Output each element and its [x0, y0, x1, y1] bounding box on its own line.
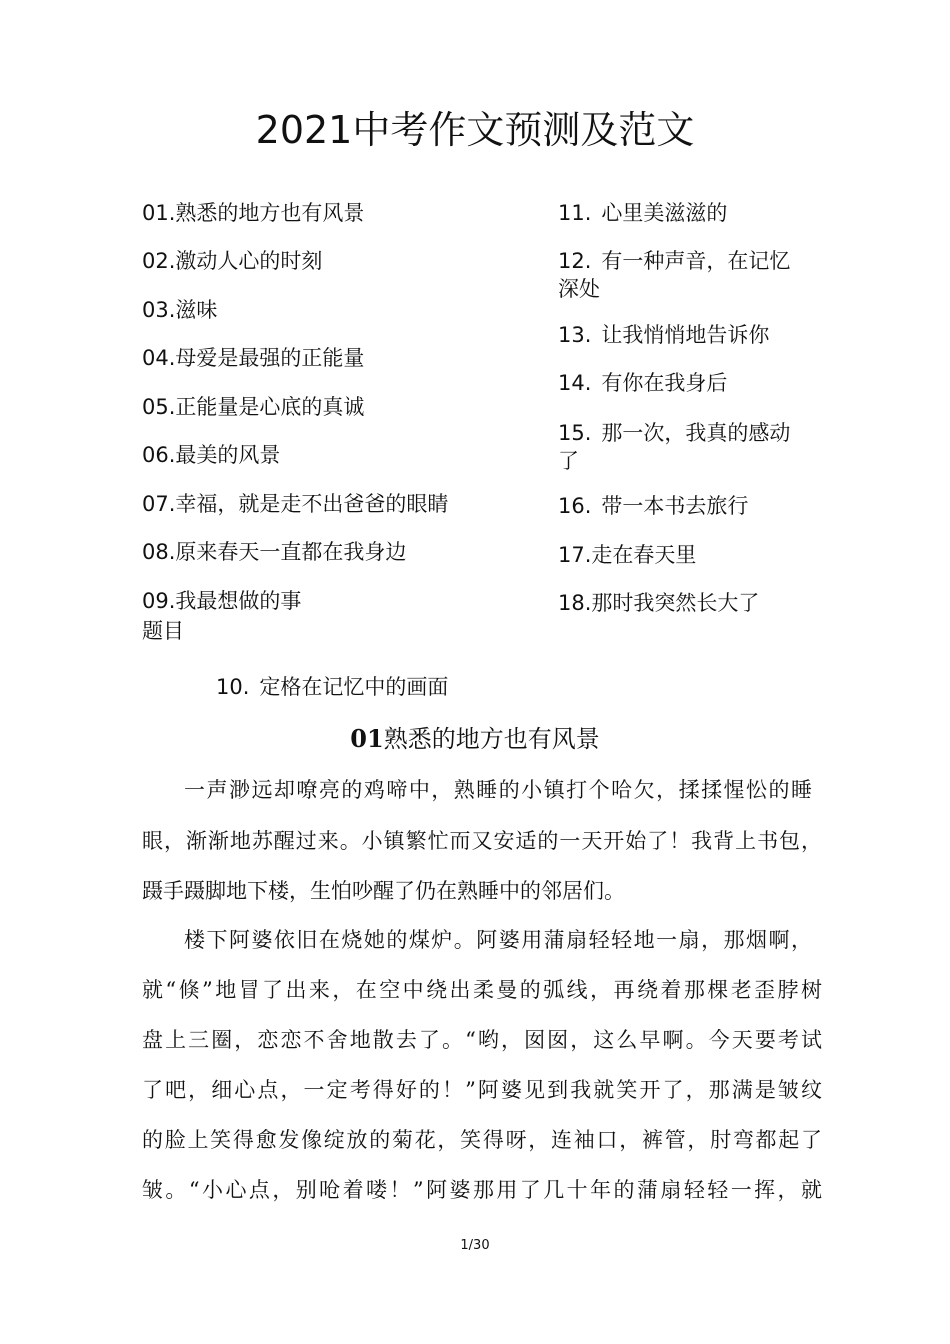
toc-item-12-continued: 深处: [558, 277, 600, 301]
toc-item-16: [558, 493, 748, 519]
toc-item-01: [142, 200, 364, 226]
toc-text: 熟悉的地方也有风景: [175, 201, 365, 225]
toc-item-18: [558, 590, 759, 616]
body-line: 一声渺远却嘹亮的鸡啼中，熟睡的小镇打个哈欠，揉揉惺忪的睡: [184, 778, 812, 802]
toc-text: 带一本书去旅行: [601, 494, 749, 518]
toc-number: 07.: [142, 492, 176, 516]
toc-item-14: [558, 370, 727, 396]
body-line: 楼下阿婆依旧在烧她的煤炉。阿婆用蒲扇轻轻地一扇，那烟啊，: [184, 928, 812, 952]
toc-text: 那时我突然长大了: [591, 591, 760, 615]
toc-number: 01.: [142, 201, 176, 225]
toc-text: 定格在记忆中的画面: [259, 675, 449, 699]
toc-number: 03.: [142, 298, 176, 322]
toc-number: 15.: [558, 421, 592, 445]
toc-item-15: [558, 420, 790, 446]
toc-text: 我最想做的事: [175, 589, 302, 613]
toc-item-05: [142, 394, 364, 420]
toc-text: 最美的风景: [175, 443, 281, 467]
toc-item-02: [142, 248, 322, 274]
toc-text: 那一次，我真的感动: [601, 421, 791, 445]
toc-number: 18.: [558, 591, 592, 615]
body-line: 了吧，细心点，一定考得好的！”阿婆见到我就笑开了，那满是皱纹: [142, 1078, 822, 1102]
toc-item-07: [142, 491, 448, 517]
toc-text: 母爱是最强的正能量: [175, 346, 365, 370]
toc-number: 16.: [558, 494, 592, 518]
toc-item-12: [558, 248, 790, 274]
toc-text: 走在春天里: [591, 543, 697, 567]
toc-item-10: [216, 674, 448, 700]
toc-number: 17.: [558, 543, 592, 567]
toc-number: 10.: [216, 675, 250, 699]
toc-item-09: [142, 588, 301, 614]
toc-item-17: [558, 542, 696, 568]
toc-text: 激动人心的时刻: [175, 249, 323, 273]
page-number: 1/30: [460, 1238, 490, 1253]
toc-text: 有你在我身后: [601, 371, 728, 395]
toc-text: 滋味: [175, 298, 218, 322]
toc-item-08: [142, 539, 406, 565]
body-line: 的脸上笑得愈发像绽放的菊花，笑得呀，连袖口，裤管，肘弯都起了: [142, 1128, 822, 1152]
body-line: 眼，渐渐地苏醒过来。小镇繁忙而又安适的一天开始了！我背上书包，: [142, 829, 822, 853]
toc-item-15-continued: 了: [558, 449, 579, 473]
toc-text: 正能量是心底的真诚: [175, 395, 365, 419]
toc-number: 14.: [558, 371, 592, 395]
toc-item-03: [142, 297, 217, 323]
toc-number: 13.: [558, 323, 592, 347]
toc-text: 有一种声音，在记忆: [601, 249, 791, 273]
toc-number: 11.: [558, 201, 592, 225]
body-line: 蹑手蹑脚地下楼，生怕吵醒了仍在熟睡中的邻居们。: [142, 879, 625, 903]
toc-item-13: [558, 322, 769, 348]
toc-number: 06.: [142, 443, 176, 467]
body-line: 皱。“小心点，别呛着喽！”阿婆那用了几十年的蒲扇轻轻一挥，就: [142, 1178, 822, 1202]
body-line: 就“倏”地冒了出来，在空中绕出柔曼的弧线，再绕着那棵老歪脖树: [142, 978, 822, 1002]
toc-orphan-label: 题目: [142, 619, 184, 643]
toc-number: 12.: [558, 249, 592, 273]
toc-item-11: [558, 200, 727, 226]
toc-number: 02.: [142, 249, 176, 273]
section-heading: [0, 722, 950, 756]
toc-text: 心里美滋滋的: [601, 201, 728, 225]
toc-item-04: [142, 345, 364, 371]
section-number: 01: [350, 724, 384, 753]
toc-text: 原来春天一直都在我身边: [175, 540, 407, 564]
page-title: 2021中考作文预测及范文: [255, 108, 695, 152]
toc-number: 08.: [142, 540, 176, 564]
toc-item-06: [142, 442, 280, 468]
toc-number: 04.: [142, 346, 176, 370]
toc-number: 09.: [142, 589, 176, 613]
section-title: 熟悉的地方也有风景: [383, 725, 600, 753]
toc-text: 幸福，就是走不出爸爸的眼睛: [175, 492, 449, 516]
toc-number: 05.: [142, 395, 176, 419]
toc-text: 让我悄悄地告诉你: [601, 323, 770, 347]
body-line: 盘上三圈，恋恋不舍地散去了。“哟，囡囡，这么早啊。今天要考试: [142, 1028, 822, 1052]
